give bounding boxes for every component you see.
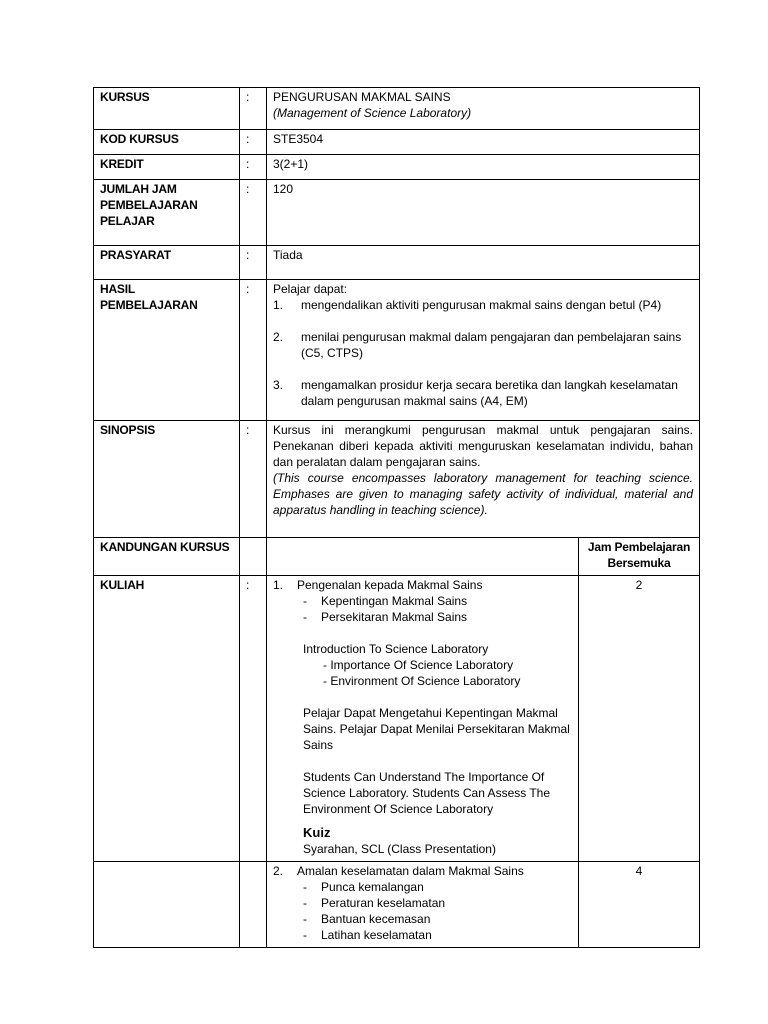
topic-title-line	[273, 863, 572, 879]
value-kredit: 3(2+1)	[267, 155, 700, 180]
value-prasyarat: Tiada	[267, 246, 700, 280]
course-info-table	[93, 87, 700, 948]
row-kredit	[94, 155, 700, 180]
row-jumlah-jam	[94, 180, 700, 246]
learning-outcome-item	[273, 377, 693, 409]
label-jumlah-jam-line-3: PELAJAR	[100, 214, 155, 228]
row-kursus	[94, 88, 700, 130]
sinopsis-text-en: (This course encompasses laboratory management for teaching science. Emphases are given to managing safety activity of individual, material and apparatus handling in teaching science).	[273, 471, 694, 517]
colon: :	[240, 280, 267, 421]
colon: :	[240, 421, 267, 538]
label-prasyarat: PRASYARAT	[94, 246, 240, 280]
empty-cell	[240, 862, 267, 948]
colon: :	[240, 576, 267, 862]
outcome-number: 3.	[273, 378, 284, 392]
label-jumlah-jam-line-2: PEMBELAJARAN	[100, 198, 198, 212]
value-jumlah-jam: 120	[267, 180, 700, 246]
course-name-en: (Management of Science Laboratory)	[273, 106, 472, 120]
topic-outcome-en: Students Can Understand The Importance Of Science Laboratory. Students Can Assess The Environment Of Science Laboratory	[303, 770, 551, 816]
learning-outcomes-list	[273, 297, 693, 409]
topic-1-content	[267, 576, 579, 862]
row-kandungan-kursus	[94, 538, 700, 576]
empty-cell	[94, 862, 240, 948]
value-kod-kursus: STE3504	[267, 130, 700, 155]
label-sinopsis: SINOPSIS	[94, 421, 240, 538]
outcome-text: mengamalkan prosidur kerja secara beretika dan langkah keselamatan dalam pengurusan makmal sains (A4, EM)	[301, 378, 678, 408]
topic-2-content	[267, 862, 579, 948]
topic-title: Amalan keselamatan dalam Makmal Sains	[297, 864, 524, 878]
colon: :	[240, 155, 267, 180]
label-hasil-pembelajaran	[94, 280, 240, 421]
topic-subitem: - Bantuan kecemasan	[303, 912, 431, 926]
topic-subitem: - Peraturan keselamatan	[303, 896, 446, 910]
colon: :	[240, 180, 267, 246]
outcome-number: 2.	[273, 330, 284, 344]
topic-number: 2.	[273, 864, 284, 878]
outcome-text: mengendalikan aktiviti pengurusan makmal sains dengan betul (P4)	[301, 298, 662, 312]
topic-outcome-ms: Pelajar Dapat Mengetahui Kepentingan Makmal Sains. Pelajar Dapat Menilai Persekitaran Makmal Sains	[303, 706, 570, 752]
topic-title-en: Introduction To Science Laboratory	[303, 642, 489, 656]
topic-subitem: - Punca kemalangan	[303, 880, 424, 894]
value-sinopsis	[267, 421, 700, 538]
course-name: PENGURUSAN MAKMAL SAINS	[273, 90, 451, 104]
label-kod-kursus: KOD KURSUS	[94, 130, 240, 155]
row-kuliah-topic-2	[94, 862, 700, 948]
empty-cell	[267, 538, 579, 576]
label-kandungan-kursus: KANDUNGAN KURSUS	[94, 538, 240, 576]
colon: :	[240, 130, 267, 155]
learning-outcome-item	[273, 297, 693, 313]
topic-number: 1.	[273, 578, 284, 592]
value-kursus	[267, 88, 700, 130]
outcome-text: menilai pengurusan makmal dalam pengajaran dan pembelajaran sains (C5, CTPS)	[301, 330, 682, 360]
topic-assessment: Kuiz	[303, 825, 331, 840]
topic-subitem: - Kepentingan Makmal Sains	[303, 594, 468, 608]
topic-subitem: - Latihan keselamatan	[303, 928, 432, 942]
learning-outcome-item	[273, 329, 693, 361]
topic-method: Syarahan, SCL (Class Presentation)	[303, 842, 496, 856]
sinopsis-text-ms: Kursus ini merangkumi pengurusan makmal untuk pengajaran sains. Penekanan diberi kepada aktiviti menguruskan keselamatan individu, bahan dan peralatan dalam pengajaran sains.	[273, 423, 694, 469]
row-kuliah-topic-1	[94, 576, 700, 862]
label-kredit: KREDIT	[94, 155, 240, 180]
row-prasyarat	[94, 246, 700, 280]
topic-hours: 2	[579, 576, 700, 862]
topic-subitem: - Persekitaran Makmal Sains	[303, 610, 468, 624]
topic-subitem-en: - Environment Of Science Laboratory	[323, 674, 521, 688]
label-jumlah-jam	[94, 180, 240, 246]
label-jumlah-jam-line-1: JUMLAH JAM	[100, 182, 177, 196]
label-hasil-line-1: HASIL	[100, 282, 136, 296]
colon: :	[240, 246, 267, 280]
row-sinopsis	[94, 421, 700, 538]
row-hasil-pembelajaran	[94, 280, 700, 421]
label-kuliah: KULIAH	[94, 576, 240, 862]
topic-subitem-en: - Importance Of Science Laboratory	[323, 658, 514, 672]
label-kursus: KURSUS	[94, 88, 240, 130]
topic-hours: 4	[579, 862, 700, 948]
row-kod-kursus	[94, 130, 700, 155]
header-jam-pembelajaran: Jam Pembelajaran Bersemuka	[579, 538, 700, 576]
outcome-number: 1.	[273, 298, 284, 312]
value-hasil-pembelajaran	[267, 280, 700, 421]
colon: :	[240, 88, 267, 130]
hasil-intro: Pelajar dapat:	[273, 282, 348, 296]
label-hasil-line-2: PEMBELAJARAN	[100, 298, 198, 312]
empty-cell	[240, 538, 267, 576]
topic-title: Pengenalan kepada Makmal Sains	[297, 578, 483, 592]
topic-title-line	[273, 577, 572, 593]
